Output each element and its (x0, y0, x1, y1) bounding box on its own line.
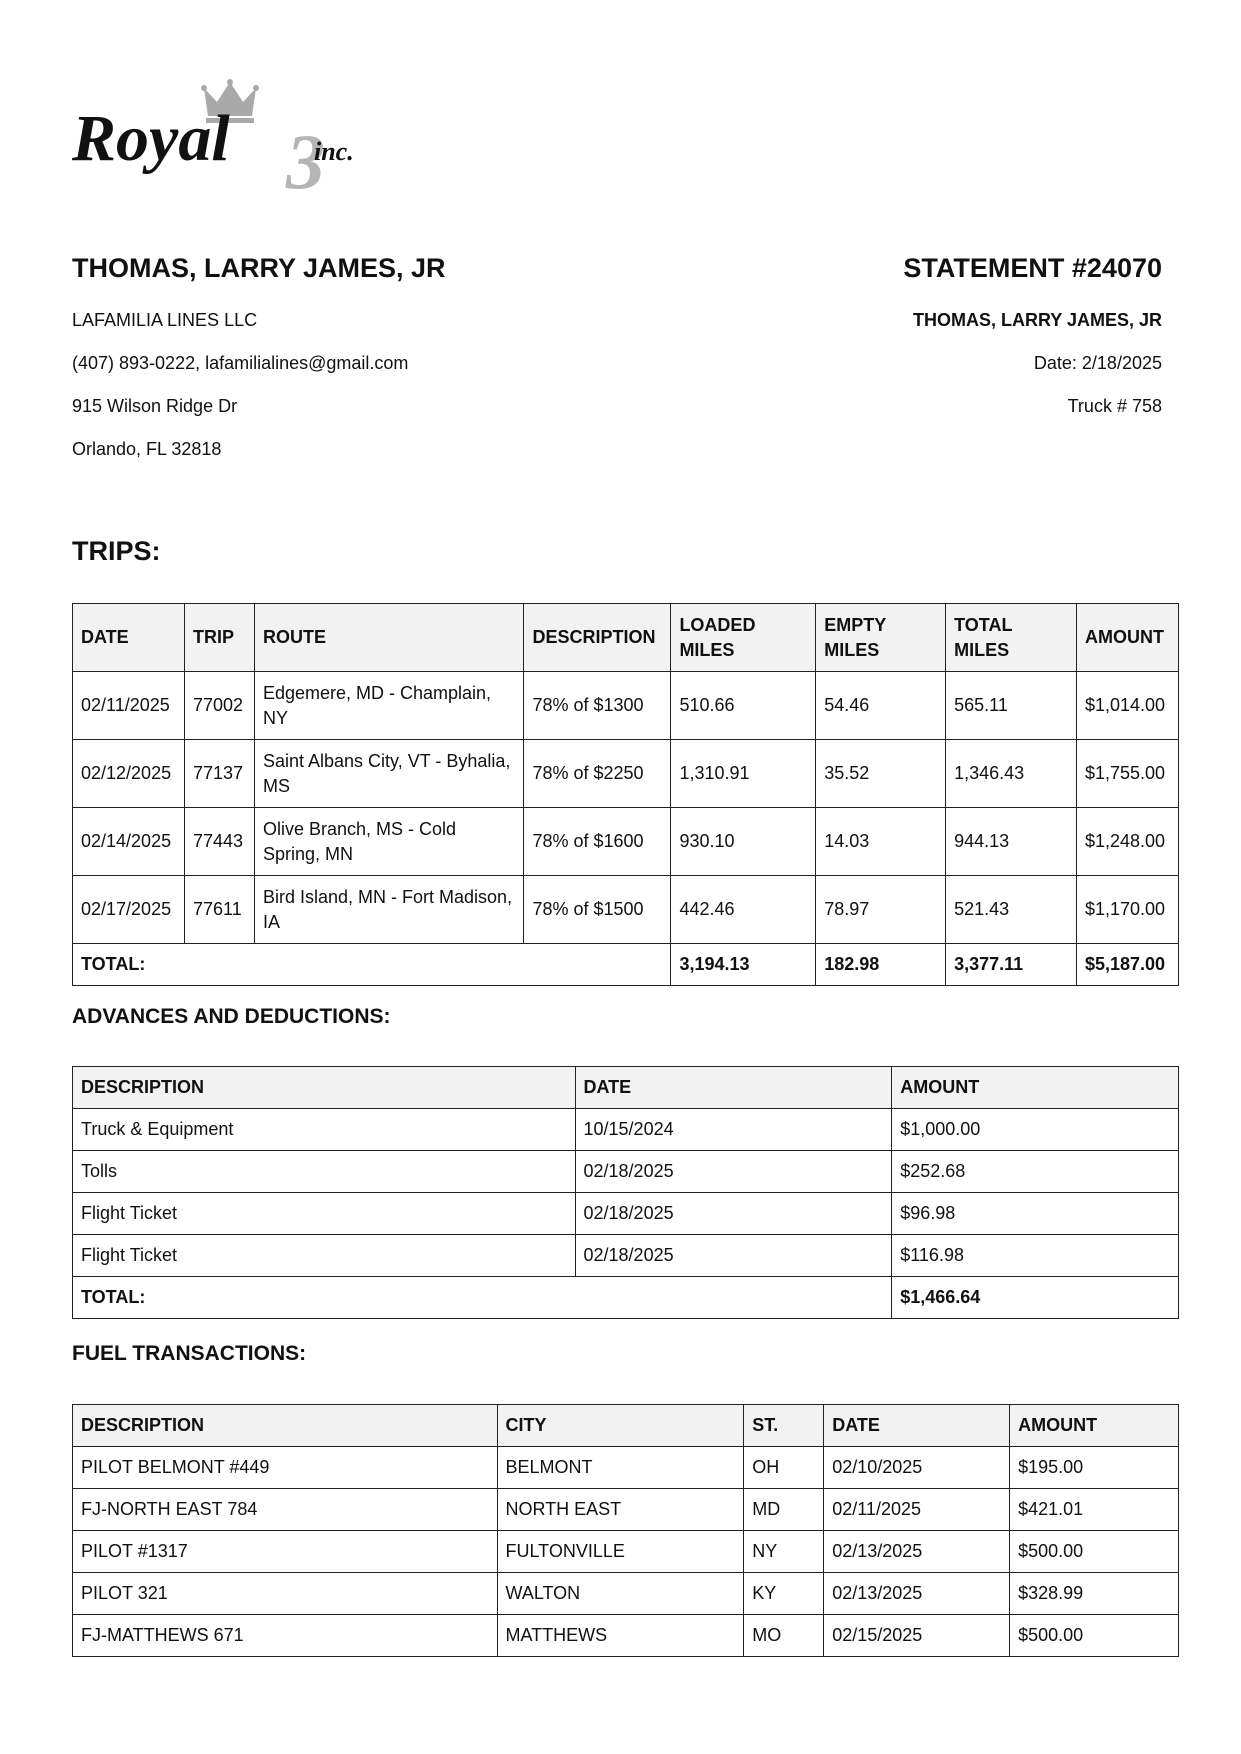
table-row (73, 1489, 1179, 1531)
company-logo (72, 78, 392, 198)
deduction-date: 10/15/2024 (575, 1109, 892, 1151)
fuel-city: MATTHEWS (497, 1615, 744, 1657)
column-header: TOTAL MILES (946, 604, 1077, 672)
trip-empty-miles: 35.52 (816, 740, 946, 808)
fuel-date: 02/10/2025 (824, 1447, 1010, 1489)
fuel-description: FJ-NORTH EAST 784 (73, 1489, 498, 1531)
trips-table (72, 603, 1179, 986)
fuel-city: WALTON (497, 1573, 744, 1615)
column-header: CITY (497, 1405, 744, 1447)
trip-loaded-miles: 510.66 (671, 672, 816, 740)
fuel-date: 02/15/2025 (824, 1615, 1010, 1657)
trip-number: 77443 (184, 808, 254, 876)
fuel-date: 02/11/2025 (824, 1489, 1010, 1531)
svg-text:Royal: Royal (72, 102, 230, 175)
fuel-city: BELMONT (497, 1447, 744, 1489)
fuel-amount: $328.99 (1010, 1573, 1179, 1615)
table-row (73, 808, 1179, 876)
advances-total-row (73, 1277, 1179, 1319)
trip-amount: $1,014.00 (1076, 672, 1178, 740)
trip-amount: $1,170.00 (1076, 876, 1178, 944)
table-row (73, 1193, 1179, 1235)
trip-total-miles: 521.43 (946, 876, 1077, 944)
trip-amount: $1,248.00 (1076, 808, 1178, 876)
table-row (73, 740, 1179, 808)
column-header: ROUTE (254, 604, 524, 672)
trip-loaded-miles: 930.10 (671, 808, 816, 876)
trip-date: 02/11/2025 (73, 672, 185, 740)
deduction-amount: $96.98 (892, 1193, 1179, 1235)
deduction-description: Flight Ticket (73, 1193, 576, 1235)
deduction-date: 02/18/2025 (575, 1151, 892, 1193)
trips-total-amount: $5,187.00 (1076, 944, 1178, 986)
trip-route: Bird Island, MN - Fort Madison, IA (254, 876, 524, 944)
fuel-city: FULTONVILLE (497, 1531, 744, 1573)
trip-date: 02/12/2025 (73, 740, 185, 808)
trip-number: 77002 (184, 672, 254, 740)
fuel-city: NORTH EAST (497, 1489, 744, 1531)
fuel-table (72, 1404, 1179, 1657)
table-row (73, 1531, 1179, 1573)
trip-total-miles: 565.11 (946, 672, 1077, 740)
fuel-date: 02/13/2025 (824, 1573, 1010, 1615)
column-header: DESCRIPTION (73, 1067, 576, 1109)
column-header: DESCRIPTION (73, 1405, 498, 1447)
advances-total-amount: $1,466.64 (892, 1277, 1179, 1319)
svg-text:3: 3 (286, 118, 325, 198)
column-header: AMOUNT (1076, 604, 1178, 672)
fuel-date: 02/13/2025 (824, 1531, 1010, 1573)
trip-number: 77137 (184, 740, 254, 808)
trip-total-miles: 1,346.43 (946, 740, 1077, 808)
fuel-amount: $195.00 (1010, 1447, 1179, 1489)
column-header: AMOUNT (892, 1067, 1179, 1109)
statement-date: Date: 2/18/2025 (1033, 353, 1162, 373)
trip-number: 77611 (184, 876, 254, 944)
trip-route: Olive Branch, MS - Cold Spring, MN (254, 808, 524, 876)
fuel-section-title: FUEL TRANSACTIONS: (72, 1342, 307, 1365)
trips-section-title: TRIPS: (72, 536, 161, 566)
driver-info (72, 250, 632, 459)
trip-total-miles: 944.13 (946, 808, 1077, 876)
trip-route: Saint Albans City, VT - Byhalia, MS (254, 740, 524, 808)
trip-empty-miles: 54.46 (816, 672, 946, 740)
fuel-amount: $500.00 (1010, 1531, 1179, 1573)
driver-contact: (407) 893-0222, lafamilialines@gmail.com (72, 353, 409, 373)
trip-loaded-miles: 442.46 (671, 876, 816, 944)
column-header: AMOUNT (1010, 1405, 1179, 1447)
trips-total-miles: 3,377.11 (946, 944, 1077, 986)
crown-logo-icon (72, 78, 392, 198)
deduction-amount: $252.68 (892, 1151, 1179, 1193)
trip-route: Edgemere, MD - Champlain, NY (254, 672, 524, 740)
column-header: DATE (575, 1067, 892, 1109)
trip-description: 78% of $1300 (524, 672, 671, 740)
deduction-date: 02/18/2025 (575, 1235, 892, 1277)
fuel-description: PILOT 321 (73, 1573, 498, 1615)
column-header: TRIP (184, 604, 254, 672)
column-header: LOADED MILES (671, 604, 816, 672)
deduction-description: Tolls (73, 1151, 576, 1193)
driver-company: LAFAMILIA LINES LLC (72, 310, 258, 330)
statement-driver-name: THOMAS, LARRY JAMES, JR (912, 310, 1162, 330)
trip-description: 78% of $2250 (524, 740, 671, 808)
statement-info (642, 250, 1162, 416)
trip-date: 02/17/2025 (73, 876, 185, 944)
table-row (73, 1151, 1179, 1193)
fuel-description: PILOT BELMONT #449 (73, 1447, 498, 1489)
fuel-amount: $500.00 (1010, 1615, 1179, 1657)
table-header-row (73, 1067, 1179, 1109)
table-row (73, 1109, 1179, 1151)
table-row (73, 876, 1179, 944)
table-header-row (73, 604, 1179, 672)
statement-title: STATEMENT #24070 (903, 253, 1162, 283)
trip-empty-miles: 14.03 (816, 808, 946, 876)
table-row (73, 1615, 1179, 1657)
trip-amount: $1,755.00 (1076, 740, 1178, 808)
trip-loaded-miles: 1,310.91 (671, 740, 816, 808)
fuel-state: NY (744, 1531, 824, 1573)
trips-total-row (73, 944, 1179, 986)
deduction-date: 02/18/2025 (575, 1193, 892, 1235)
fuel-state: KY (744, 1573, 824, 1615)
advances-section-title: ADVANCES AND DEDUCTIONS: (72, 1005, 391, 1028)
column-header: ST. (744, 1405, 824, 1447)
deduction-description: Flight Ticket (73, 1235, 576, 1277)
table-row (73, 1235, 1179, 1277)
trip-date: 02/14/2025 (73, 808, 185, 876)
trips-total-label: TOTAL: (73, 944, 671, 986)
table-row (73, 672, 1179, 740)
fuel-description: PILOT #1317 (73, 1531, 498, 1573)
trips-total-empty: 182.98 (816, 944, 946, 986)
driver-name: THOMAS, LARRY JAMES, JR (72, 253, 446, 283)
advances-total-label: TOTAL: (73, 1277, 892, 1319)
fuel-description: FJ-MATTHEWS 671 (73, 1615, 498, 1657)
svg-text:inc.: inc. (314, 137, 354, 166)
table-row (73, 1573, 1179, 1615)
column-header: DATE (73, 604, 185, 672)
table-header-row (73, 1405, 1179, 1447)
fuel-state: OH (744, 1447, 824, 1489)
driver-address-line2: Orlando, FL 32818 (72, 439, 222, 459)
table-row (73, 1447, 1179, 1489)
column-header: DATE (824, 1405, 1010, 1447)
deduction-amount: $1,000.00 (892, 1109, 1179, 1151)
trip-empty-miles: 78.97 (816, 876, 946, 944)
statement-truck: Truck # 758 (1067, 396, 1162, 416)
fuel-state: MO (744, 1615, 824, 1657)
trips-total-loaded: 3,194.13 (671, 944, 816, 986)
advances-table (72, 1066, 1179, 1319)
driver-address-line1: 915 Wilson Ridge Dr (72, 396, 238, 416)
fuel-amount: $421.01 (1010, 1489, 1179, 1531)
deduction-description: Truck & Equipment (73, 1109, 576, 1151)
trip-description: 78% of $1600 (524, 808, 671, 876)
deduction-amount: $116.98 (892, 1235, 1179, 1277)
column-header: DESCRIPTION (524, 604, 671, 672)
column-header: EMPTY MILES (816, 604, 946, 672)
fuel-state: MD (744, 1489, 824, 1531)
trip-description: 78% of $1500 (524, 876, 671, 944)
